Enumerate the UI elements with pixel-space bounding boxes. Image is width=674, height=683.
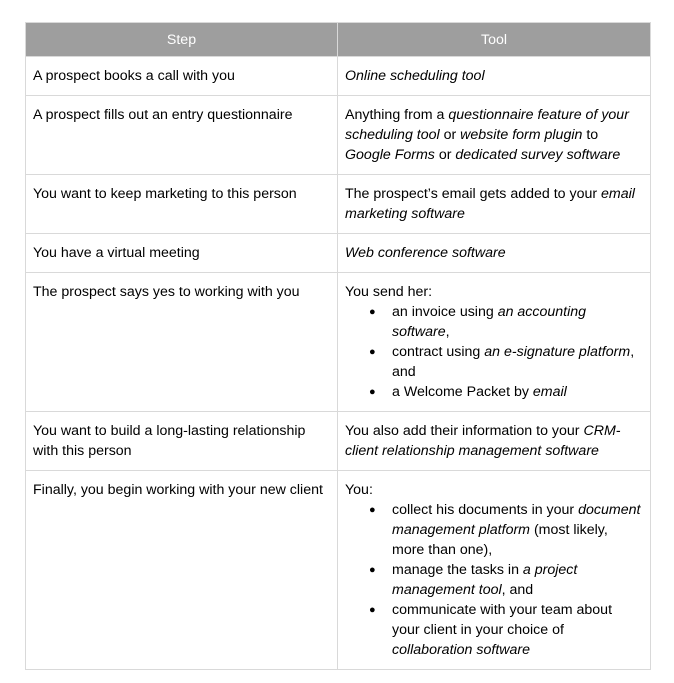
bullet-dot-icon: ● <box>369 346 376 358</box>
step-cell: You want to build a long-lasting relationship with this person <box>26 412 338 471</box>
bullet-text: an e-signature platform <box>484 344 631 360</box>
tool-text: dedicated survey software <box>455 147 621 163</box>
tool-text: Web conference software <box>345 245 506 261</box>
bullet-text: , and <box>392 344 639 380</box>
step-cell: A prospect fills out an entry questionnaire <box>26 96 338 175</box>
bullet-list <box>345 500 643 660</box>
step-cell: You want to keep marketing to this person <box>26 175 338 234</box>
bullet-dot-icon: ● <box>369 564 376 576</box>
tool-cell <box>338 412 651 471</box>
bullet-dot-icon: ● <box>369 386 376 398</box>
bullet-dot-icon: ● <box>369 306 376 318</box>
bullet-item <box>345 600 643 660</box>
bullet-dot-icon: ● <box>369 504 376 516</box>
header-tool: Tool <box>338 23 651 57</box>
bullet-text: , <box>445 324 450 340</box>
table-row <box>26 412 651 471</box>
tool-cell <box>338 57 651 96</box>
tool-text: or <box>439 127 461 143</box>
tool-text: The prospect’s email gets added to your <box>345 186 602 202</box>
tool-text: You also add their information to your <box>345 423 584 439</box>
step-cell: The prospect says yes to working with you <box>26 273 338 412</box>
tool-cell <box>338 96 651 175</box>
tool-text: to <box>582 127 603 143</box>
bullet-item <box>345 342 643 382</box>
table-row <box>26 273 651 412</box>
table-row <box>26 175 651 234</box>
tool-text: website form plugin <box>460 127 583 143</box>
bullet-text: contract using <box>392 344 485 360</box>
table-row <box>26 471 651 670</box>
bullet-item <box>345 560 643 600</box>
tool-intro: You send her: <box>345 284 433 300</box>
tool-cell <box>338 175 651 234</box>
bullet-text: a project management tool <box>392 562 582 598</box>
bullet-item <box>345 382 643 402</box>
step-cell: Finally, you begin working with your new client <box>26 471 338 670</box>
table-row <box>26 57 651 96</box>
tool-text: CRM-client relationship management software <box>345 423 621 459</box>
bullet-item <box>345 500 643 560</box>
tool-text: questionnaire feature of your scheduling tool <box>345 107 633 143</box>
tool-cell <box>338 234 651 273</box>
bullet-text: communicate with your team about your client in your choice of <box>392 602 616 638</box>
tool-intro: You: <box>345 482 373 498</box>
bullet-text: collaboration software <box>392 642 531 658</box>
bullet-dot-icon: ● <box>369 604 376 616</box>
steps-tools-table <box>25 22 651 670</box>
bullet-text: email <box>532 384 567 400</box>
table-row <box>26 96 651 175</box>
tool-text: Online scheduling tool <box>345 68 485 84</box>
bullet-text: a Welcome Packet by <box>392 384 533 400</box>
bullet-text: manage the tasks in <box>392 562 523 578</box>
table-header-row <box>26 23 651 57</box>
step-cell: A prospect books a call with you <box>26 57 338 96</box>
table-row <box>26 234 651 273</box>
tool-cell <box>338 471 651 670</box>
bullet-list <box>345 302 643 402</box>
tool-text: Anything from a <box>345 107 449 123</box>
bullet-text: (most likely, more than one), <box>392 522 612 558</box>
header-step: Step <box>26 23 338 57</box>
step-cell: You have a virtual meeting <box>26 234 338 273</box>
bullet-text: document management platform <box>392 502 645 538</box>
bullet-text: collect his documents in your <box>392 502 579 518</box>
tool-text: Google Forms <box>345 147 435 163</box>
tool-cell <box>338 273 651 412</box>
bullet-text: , and <box>501 582 534 598</box>
bullet-text: an accounting software <box>392 304 590 340</box>
tool-text: or <box>434 147 456 163</box>
tool-text: email marketing software <box>345 186 639 222</box>
bullet-text: an invoice using <box>392 304 498 320</box>
bullet-item <box>345 302 643 342</box>
